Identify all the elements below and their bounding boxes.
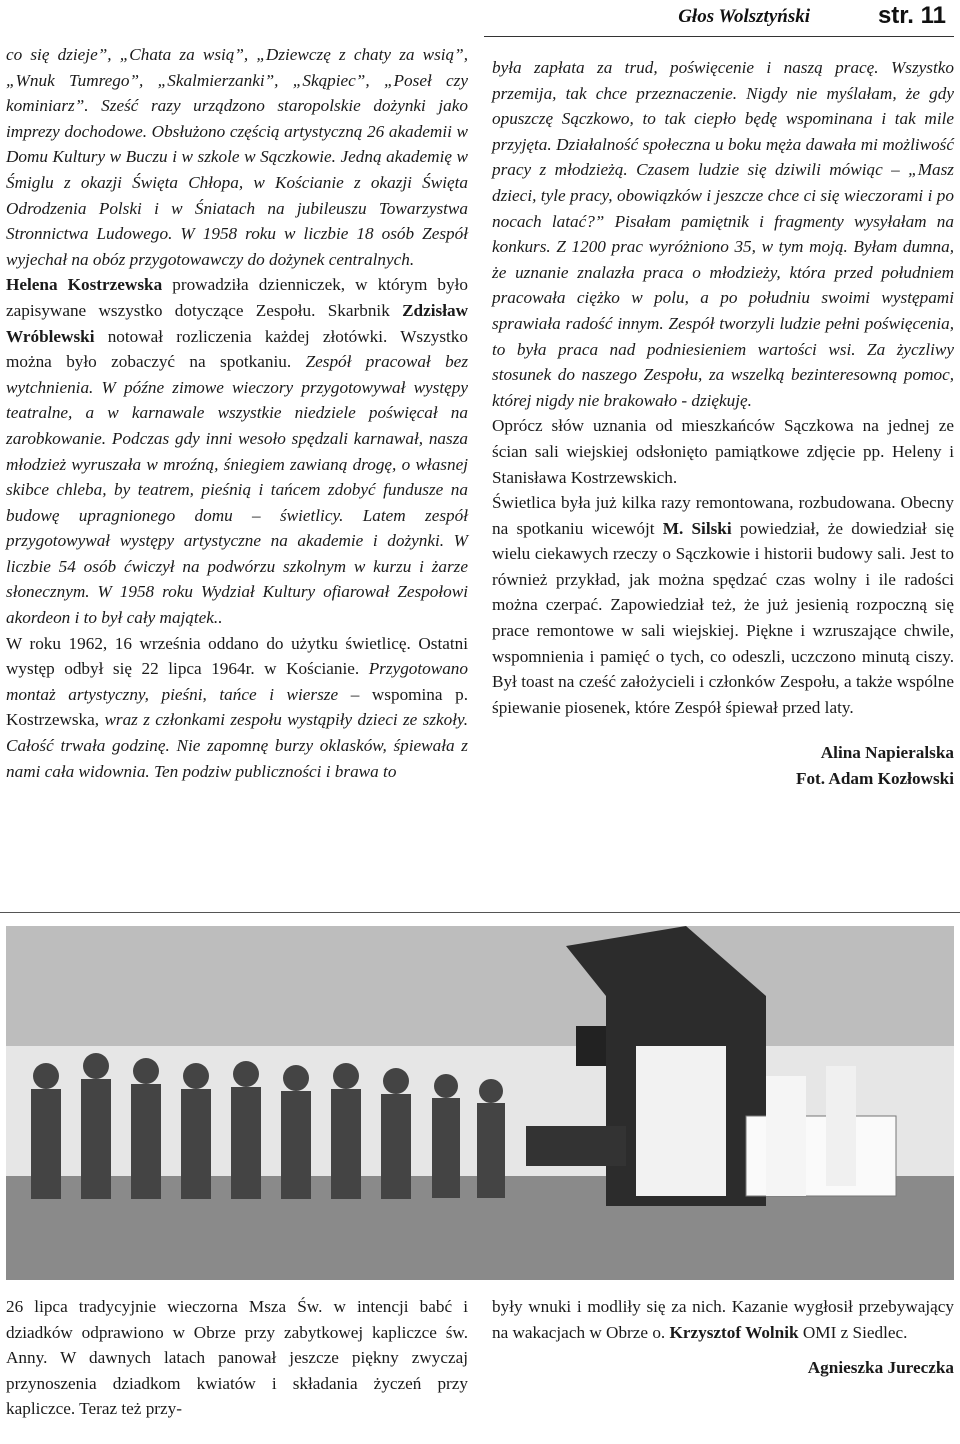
text: były wnuki i modliły się za nich. Kazanie wygłosił przebywający na wakacjach w Obrze o.: [492, 1297, 954, 1342]
author-signature: Alina Napieralska: [820, 743, 954, 763]
text: powiedział, że dowiedział się wielu ciekawych rzeczy o Sączkowie i historii budowy sali. Jest to również przykład, jak można spędzać czas wolny i ile radości można czerpać. Zapowiedział też, że już jesienią rozpoczną się prace remontowe w sali wiejskiej. Piękne i wzruszające chwile, wspomnienia i pamięć o tych, co odeszli, uczczono minutą ciszy. Był toast na cześć założycieli i członków Zespołu, a także wspólne śpiewanie piosenek, które Zespół śpiewał przed laty.: [492, 518, 955, 717]
article-column-2: [492, 55, 954, 792]
italic-text: Przygotowano montaż artystyczny, pieśni, tańce i wiersze: [6, 659, 468, 704]
text: notował rozliczenia każdej złotówki. Wszystko można było zobaczyć na spotkaniu.: [6, 326, 468, 372]
paragraph: [492, 1294, 954, 1345]
person-name: Krzysztof Wolnik: [669, 1322, 799, 1342]
paragraph: [492, 55, 954, 413]
italic-text: co się dzieje”, „Chata za wsią”, „Dziewczę z chaty za wsią”, „Wnuk Tumrego”, „Skalmierzanki”, „Skąpiec”, „Poseł czy kominiarz”. Sześć razy urządzono staropolskie dożynki jako imprezy dochodowe. Obsłużono częścią artystyczną 26 akademii w Domu Kultury w Buczu i w szkole w Sączkowie. Jedną akademię w Śmiglu z okazji Święta Chłopa, w Kościanie z okazji Święta Odrodzenia Polski i w Śniatach na jubileuszu Towarzystwa Stronnictwa Ludowego. W 1958 roku w liczbie 18 osób Zespół wyjechał na obóz przygotowawczy do dożynek centralnych.: [6, 45, 468, 269]
paragraph: [6, 272, 468, 630]
text: OMI z Siedlec.: [798, 1322, 908, 1342]
paragraph: [492, 413, 954, 490]
paragraph: [6, 631, 468, 785]
text: prowadziła dzienniczek, w którym było zapisywane wszystko dotyczące Zespołu. Skarbnik: [6, 275, 468, 320]
italic-text: wraz z członkami zespołu wystąpiły dzieci ze szkoły. Całość trwała godzinę. Nie zapomnę burzy oklasków, śpiewała z nami cała widownia. Ten podziw publiczności i brawa to: [6, 710, 468, 781]
text: Świetlica była już kilka razy remontowana, rozbudowana. Obecny na spotkaniu wicewójt: [492, 493, 954, 538]
section-divider: [0, 912, 960, 913]
caption-column-1: [6, 1294, 468, 1422]
author-signature: Agnieszka Jureczka: [807, 1358, 954, 1378]
text: – wspomina p. Kostrzewska,: [6, 684, 468, 730]
italic-text: Zespół pracował bez wytchnienia. W późne zimowe wieczory przygotowywał występy teatralne, a w karnawale wszystkie niedziele poświęcał na zarobkowanie. Podczas gdy inni wesoło spędzali karnawał, nasza młodzież wyruszała w mroźną, śniegiem zawianą drogę, o własnej skibce chleba, by teatrem, pieśnią i tańcem zdobyć fundusze na budowę upragnionego domu – świetlicy. Latem zespół przygotowywał występy artystyczne na akademie i dożynki. W liczbie 54 osób ćwiczył na podwórzu szkolnym w kurzu i żarze słonecznym. W 1958 roku Wydział Kultury ofiarował Zespołowi akordeon i to był cały majątek..: [6, 352, 469, 628]
photo-mass-at-chapel-icon: [6, 926, 954, 1280]
paragraph: [492, 490, 954, 720]
caption-text: 26 lipca tradycyjnie wieczorna Msza Św. w intencji babć i dziadków odprawiono w Obrze przy zabytkowej kapliczce św. Anny. W dawnych latach panował jeszcze piękny zwyczaj przynoszenia dziadkom kwiatów i składania życzeń przy kapliczce. Teraz też przy-: [6, 1297, 468, 1419]
text: Oprócz słów uznania od mieszkańców Sączkowa na jednej ze ścian sali wiejskiej odsłonięto pamiątkowe zdjęcie pp. Heleny i Stanisława Kostrzewskich.: [492, 416, 954, 487]
person-name: M. Silski: [662, 518, 732, 538]
page-header: [0, 0, 960, 36]
header-rule: [484, 36, 954, 37]
paragraph: [6, 42, 468, 272]
person-name: Zdzisław Wróblewski: [6, 300, 468, 346]
article-column-1: [6, 42, 468, 784]
person-name: Helena Kostrzewska: [6, 275, 163, 295]
italic-text: była zapłata za trud, poświęcenie i naszą pracę. Wszystko przemija, tak chce przeznaczenie. Nigdy nie myślałam, że gdy opuszczę Sączkowo, to tak ciepło będę wspominana i tak mile przyjęta. Działalność społeczna u boku męża dawała mi możliwość pracy z młodzieżą. Czasem ludzie się dziwili mówiąc – „Masz dzieci, tyle pracy, obowiązków i jeszcze chce ci się wieczorami i po nocach latać?” Pisałam pamiętnik i fragmenty wysyłałam na konkurs. Z 1200 prac wyróżniono 35, w tym moją. Byłam dumna, że uznanie znalazła praca o młodzieży, która przed południem pracowała ciężko w polu, a po południu swoimi występami sprawiała radość innym. Zespół tworzyli ludzie pełni poświęcenia, to była praca nad podniesieniem wartości wsi. Za życzliwy stosunek do naszego Zespołu, za wszelką bezinteresowną pomoc, której nigdy nie brakowało - dziękuję.: [492, 58, 954, 410]
event-photo: [6, 926, 954, 1280]
text: W roku 1962, 16 września oddano do użytku świetlicę. Ostatni występ odbył się 22 lipca 1964r. w Kościanie.: [6, 633, 468, 679]
caption-column-2: [492, 1294, 954, 1381]
photo-credit: Fot. Adam Kozłowski: [795, 769, 954, 789]
page-number: str. 11: [877, 2, 946, 29]
publication-title: Głos Wolsztyński: [678, 6, 810, 27]
